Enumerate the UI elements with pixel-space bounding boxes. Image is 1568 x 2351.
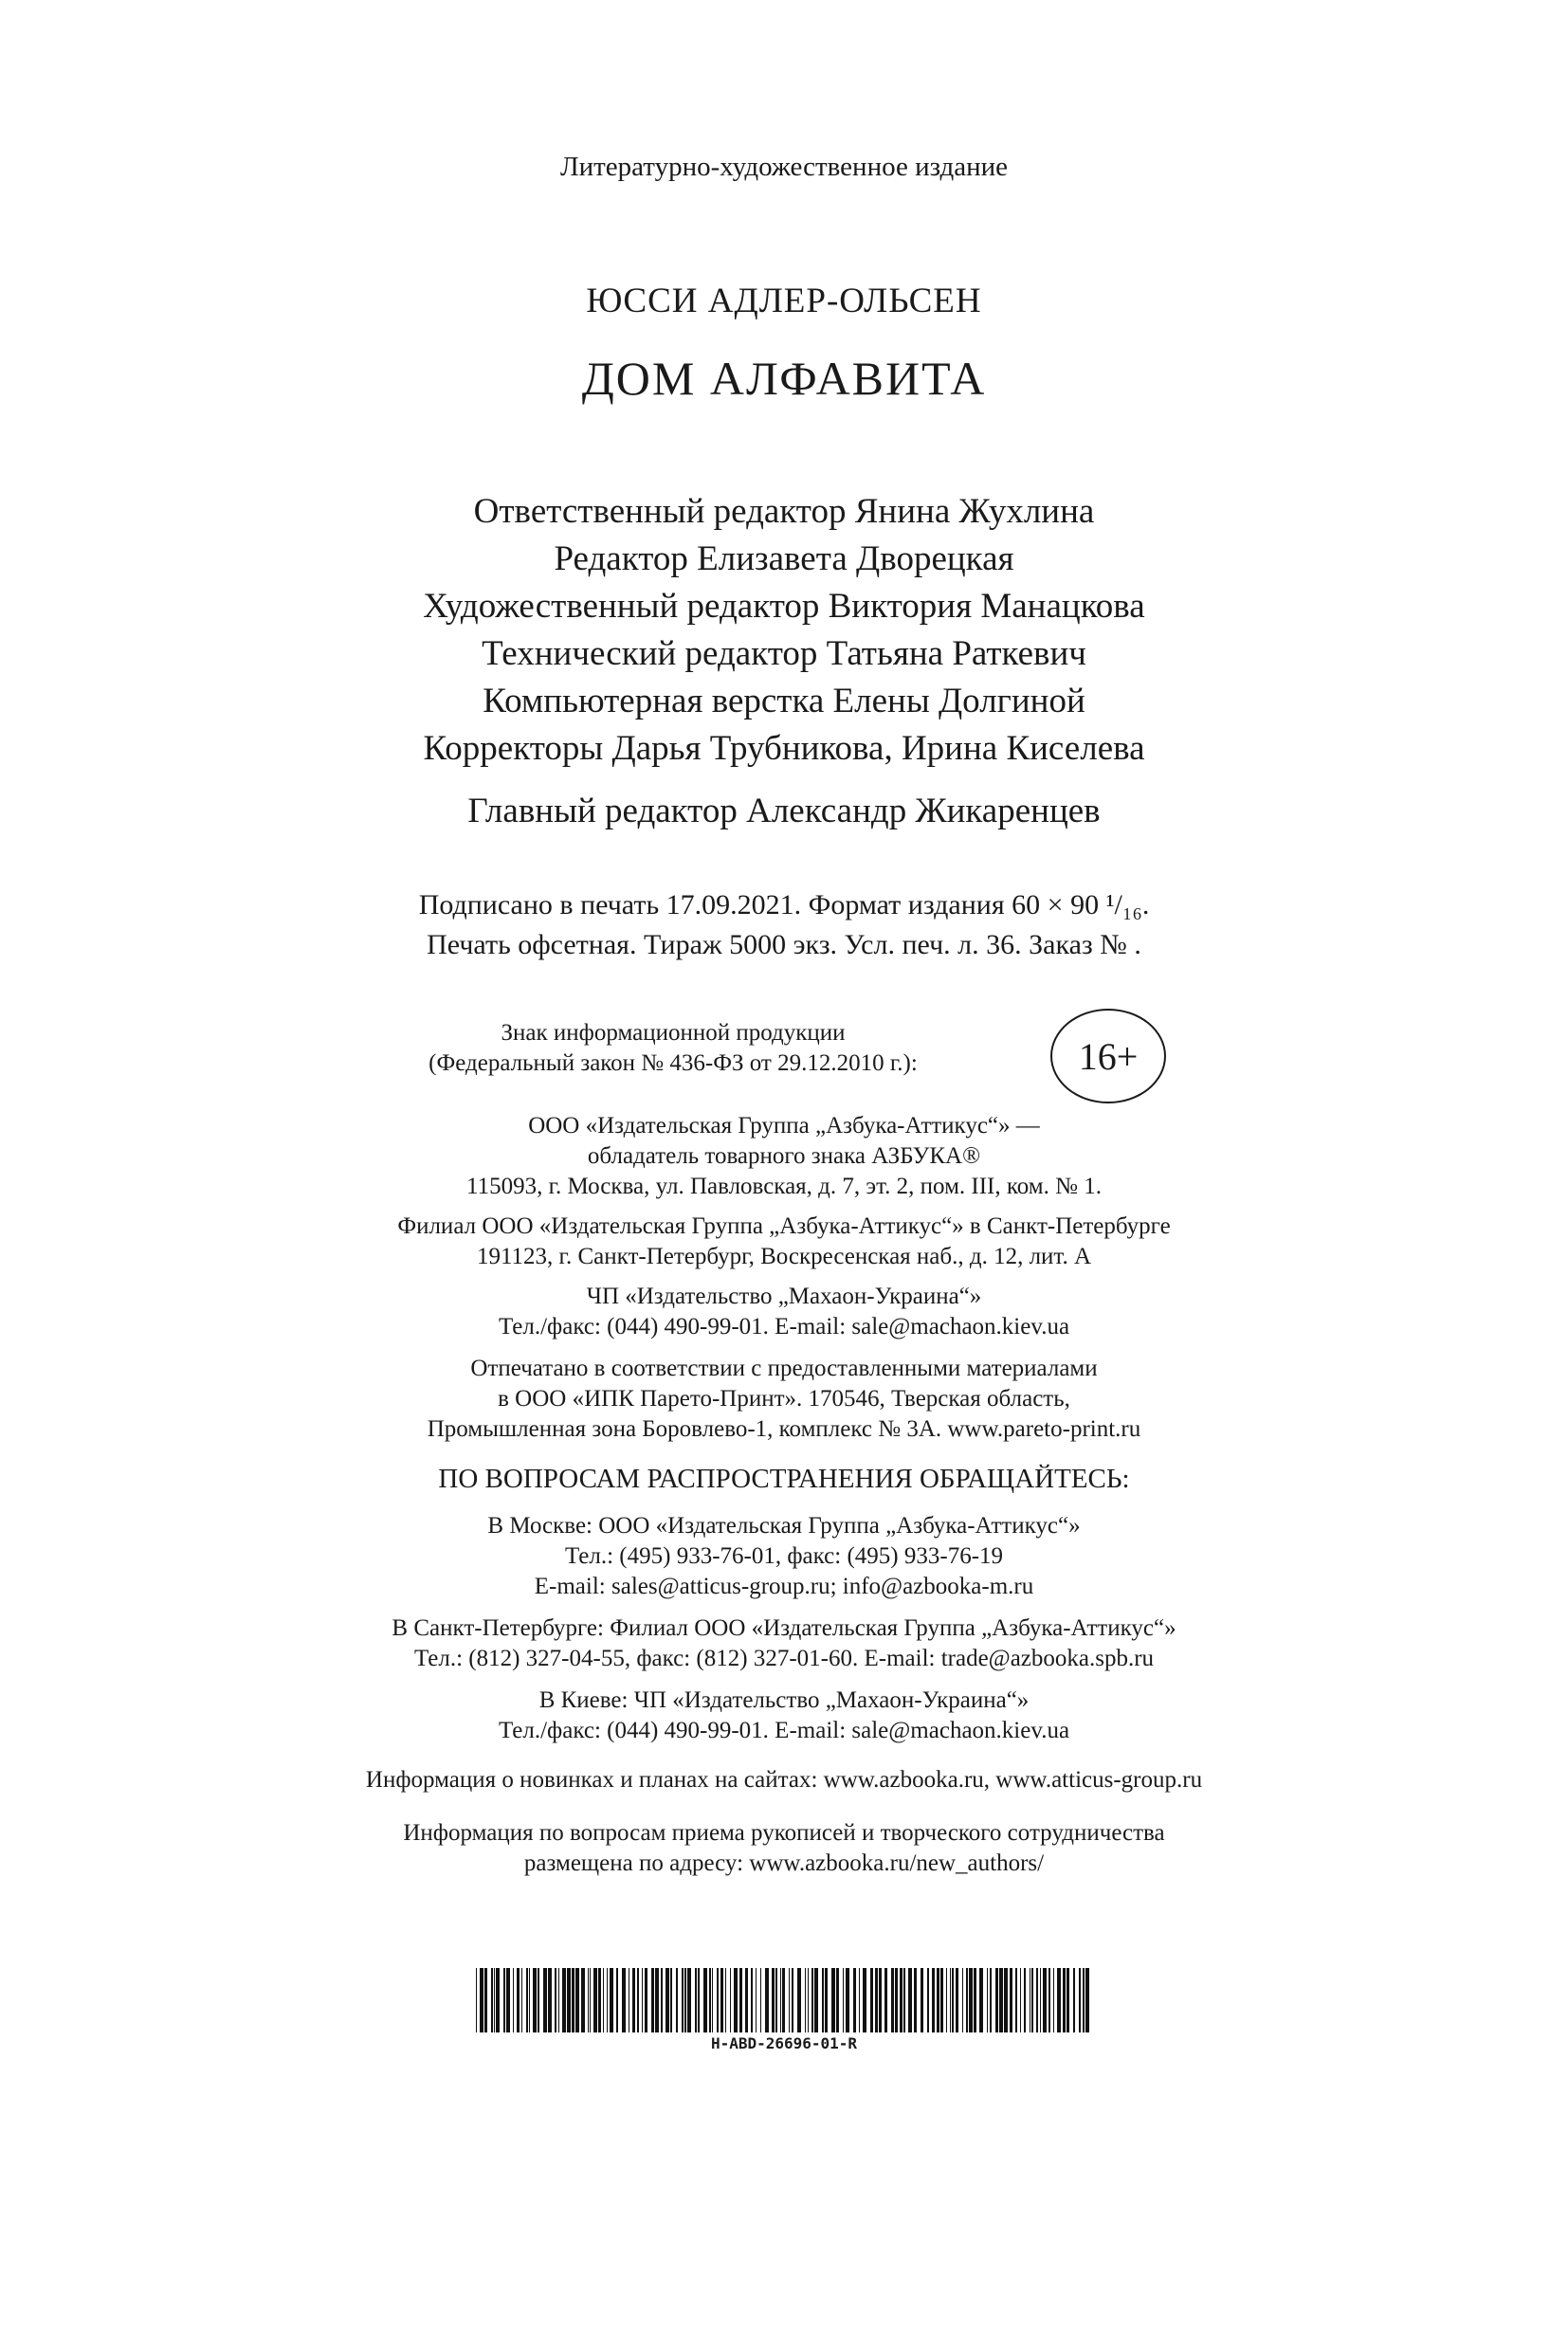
- barcode-bar: [775, 1968, 777, 2032]
- barcode-bar: [725, 1968, 726, 2032]
- barcode-bar: [555, 1968, 556, 2032]
- manuscript-info-line: Информация по вопросам приема рукописей и творческого сотрудничества: [403, 1820, 1165, 1846]
- site-info: Информация о новинках и планах на сайтах: www.azbooka.ru, www.atticus-group.ru: [365, 1767, 1203, 1793]
- barcode-bar: [1040, 1968, 1041, 2032]
- barcode-bar: [655, 1968, 659, 2032]
- barcode-bar: [590, 1968, 591, 2032]
- credit-line: Ответственный редактор Янина Жухлина: [473, 492, 1095, 531]
- barcode-bar: [665, 1968, 669, 2032]
- barcode-bar: [751, 1968, 753, 2032]
- barcode-bar: [805, 1968, 806, 2032]
- barcode: [474, 1968, 1094, 2063]
- age-rating-label-line: Знак информационной продукции: [501, 1020, 846, 1046]
- barcode-bar: [756, 1968, 757, 2032]
- chief-editor: Главный редактор Александр Жикаренцев: [467, 792, 1101, 830]
- barcode-bar: [496, 1968, 500, 2032]
- barcode-bar: [730, 1968, 731, 2032]
- barcode-bar: [937, 1968, 939, 2032]
- barcode-bar: [593, 1968, 597, 2032]
- barcode-bar: [1031, 1968, 1033, 2032]
- barcode-bar: [782, 1968, 785, 2032]
- barcode-bar: [825, 1968, 828, 2032]
- print-info-line: Подписано в печать 17.09.2021. Формат издания 60 × 90 ¹/₁₆.: [418, 889, 1150, 920]
- distribution-line: В Киеве: ЧП «Издательство „Махаон-Украина“»: [538, 1687, 1030, 1713]
- barcode-bar: [598, 1968, 601, 2032]
- barcode-bar: [921, 1968, 923, 2032]
- publisher-line: обладатель товарного знака АЗБУКА®: [587, 1143, 981, 1169]
- publisher-line: Филиал ООО «Издательская Группа „Азбука-Аттикус“» в Санкт-Петербурге: [397, 1213, 1171, 1239]
- barcode-bar: [891, 1968, 894, 2032]
- barcode-bar: [1063, 1968, 1066, 2032]
- print-info-line: Печать офсетная. Тираж 5000 экз. Усл. печ. л. 36. Заказ № .: [427, 929, 1141, 960]
- barcode-bar: [642, 1968, 643, 2032]
- publisher-line: ЧП «Издательство „Махаон-Украина“»: [586, 1284, 982, 1309]
- barcode-bar: [610, 1968, 613, 2032]
- barcode-bar: [562, 1968, 566, 2032]
- book-title: ДОМ АЛФАВИТА: [581, 352, 987, 405]
- barcode-bar: [506, 1968, 510, 2032]
- barcode-bar: [622, 1968, 626, 2032]
- age-rating-label-line: (Федеральный закон № 436-ФЗ от 29.12.2010 г.):: [428, 1050, 918, 1076]
- barcode-bar: [572, 1968, 574, 2032]
- distribution-line: Тел./факс: (044) 490-99-01. E-mail: sale@machaon.kiev.ua: [498, 1718, 1070, 1743]
- barcode-bar: [780, 1968, 781, 2032]
- barcode-bar: [946, 1968, 947, 2032]
- barcode-code: H-ABD-26696-01-R: [710, 2034, 858, 2052]
- barcode-bar: [927, 1968, 929, 2032]
- distribution-line: E-mail: sales@atticus-group.ru; info@azbooka-m.ru: [534, 1574, 1034, 1599]
- barcode-bar: [521, 1968, 522, 2032]
- barcode-bar: [1073, 1968, 1075, 2032]
- barcode-bar: [979, 1968, 983, 2032]
- barcode-bar: [548, 1968, 552, 2032]
- credit-line: Художественный редактор Виктория Манацкова: [423, 587, 1145, 626]
- barcode-bar: [745, 1968, 748, 2032]
- barcode-bar: [567, 1968, 571, 2032]
- barcode-bar: [503, 1968, 505, 2032]
- barcode-bar: [836, 1968, 839, 2032]
- barcode-bar: [670, 1968, 672, 2032]
- barcode-bar: [558, 1968, 559, 2032]
- barcode-bar: [709, 1968, 711, 2032]
- barcode-bar: [760, 1968, 761, 2032]
- barcode-bar: [875, 1968, 878, 2032]
- barcode-bar: [811, 1968, 813, 2032]
- barcode-bar: [914, 1968, 917, 2032]
- barcode-bar: [717, 1968, 719, 2032]
- barcode-bar: [581, 1968, 585, 2032]
- barcode-bar: [698, 1968, 700, 2032]
- barcode-bar: [974, 1968, 976, 2032]
- barcode-bar: [853, 1968, 856, 2032]
- barcode-bar: [940, 1968, 943, 2032]
- barcode-bar: [588, 1968, 589, 2032]
- barcode-bar: [1024, 1968, 1026, 2032]
- edition-type: Литературно-художественное издание: [559, 152, 1009, 182]
- barcode-bar: [884, 1968, 887, 2032]
- printer-line: Промышленная зона Боровлево-1, комплекс № 3А. www.pareto-print.ru: [427, 1416, 1141, 1442]
- barcode-bar: [607, 1968, 608, 2032]
- credit-line: Технический редактор Татьяна Раткевич: [482, 634, 1086, 673]
- barcode-bar: [1020, 1968, 1021, 2032]
- distribution-line: Тел.: (495) 933-76-01, факс: (495) 933-76-19: [564, 1543, 1004, 1569]
- barcode-bar: [575, 1968, 579, 2032]
- barcode-bar: [879, 1968, 882, 2032]
- barcode-bar: [682, 1968, 684, 2032]
- barcode-bar: [797, 1968, 801, 2032]
- barcode-bar: [651, 1968, 654, 2032]
- barcode-bar: [632, 1968, 635, 2032]
- barcode-bar: [494, 1968, 495, 2032]
- barcode-bar: [772, 1968, 775, 2032]
- barcode-bar: [684, 1968, 686, 2032]
- barcode-bar: [1057, 1968, 1061, 2032]
- age-rating-badge: 16+: [1050, 1009, 1166, 1103]
- barcode-bar: [962, 1968, 963, 2032]
- barcode-bar: [616, 1968, 618, 2032]
- barcode-bar: [1043, 1968, 1047, 2032]
- barcode-bar: [695, 1968, 697, 2032]
- printer-line: в ООО «ИПК Парето-Принт». 170546, Тверская область,: [498, 1386, 1070, 1412]
- barcode-bar: [661, 1968, 663, 2032]
- barcode-bar: [966, 1968, 968, 2032]
- barcode-bar: [895, 1968, 898, 2032]
- barcode-bar: [1083, 1968, 1085, 2032]
- book-author: ЮССИ АДЛЕР-ОЛЬСЕН: [586, 282, 982, 320]
- credit-line: Корректоры Дарья Трубникова, Ирина Киселева: [423, 729, 1145, 768]
- credit-line: Компьютерная верстка Елены Долгиной: [483, 682, 1085, 720]
- barcode-bar: [1053, 1968, 1054, 2032]
- barcode-bar: [1004, 1968, 1008, 2032]
- barcode-bar: [476, 1968, 477, 2032]
- barcode-bar: [637, 1968, 639, 2032]
- barcode-bar: [789, 1968, 790, 2032]
- distribution-line: Тел.: (812) 327-04-55, факс: (812) 327-01-60. E-mail: trade@azbooka.spb.ru: [413, 1646, 1155, 1671]
- barcode-bar: [987, 1968, 988, 2032]
- barcode-bar: [1067, 1968, 1069, 2032]
- barcode-bar: [1010, 1968, 1012, 2032]
- barcode-bar: [990, 1968, 992, 2032]
- barcode-bar: [603, 1968, 604, 2032]
- barcode-bar: [846, 1968, 849, 2032]
- barcode-bar: [995, 1968, 998, 2032]
- barcode-bar: [533, 1968, 537, 2032]
- barcode-bar: [859, 1968, 860, 2032]
- barcode-bar: [491, 1968, 493, 2032]
- publisher-line: 115093, г. Москва, ул. Павловская, д. 7, эт. 2, пом. III, ком. № 1.: [466, 1174, 1102, 1199]
- barcode-bar: [720, 1968, 723, 2032]
- barcode-bar: [538, 1968, 539, 2032]
- barcode-bar: [956, 1968, 958, 2032]
- barcode-bar: [712, 1968, 713, 2032]
- manuscript-info-line: размещена по адресу: www.azbooka.ru/new_authors/: [523, 1850, 1045, 1876]
- barcode-bar: [513, 1968, 514, 2032]
- barcode-bar: [999, 1968, 1003, 2032]
- barcode-bar: [687, 1968, 691, 2032]
- barcode-bar: [1036, 1968, 1038, 2032]
- barcode-bar: [932, 1968, 935, 2032]
- barcode-bar: [903, 1968, 905, 2032]
- barcode-bar: [843, 1968, 844, 2032]
- printer-line: Отпечатано в соответствии с предоставленными материалами: [470, 1356, 1098, 1381]
- age-rating-label: [332, 1018, 1014, 1079]
- barcode-bar: [870, 1968, 873, 2032]
- distribution-line: В Санкт-Петербурге: Филиал ООО «Издательская Группа „Азбука-Аттикус“»: [392, 1615, 1176, 1641]
- barcode-bar: [543, 1968, 547, 2032]
- barcode-bar: [900, 1968, 903, 2032]
- barcode-bar: [908, 1968, 912, 2032]
- barcode-bar: [529, 1968, 530, 2032]
- barcode-bar: [1079, 1968, 1081, 2032]
- publisher-line: 191123, г. Санкт-Петербург, Воскресенская наб., д. 12, лит. А: [476, 1244, 1092, 1269]
- barcode-bar: [814, 1968, 818, 2032]
- distribution-heading: ПО ВОПРОСАМ РАСПРОСТРАНЕНИЯ ОБРАЩАЙТЕСЬ:: [438, 1464, 1130, 1494]
- publisher-line: ООО «Издательская Группа „Азбука-Аттикус“» —: [528, 1113, 1040, 1139]
- barcode-bar: [703, 1968, 707, 2032]
- barcode-bar: [831, 1968, 835, 2032]
- barcode-bar: [969, 1968, 973, 2032]
- barcode-bar: [739, 1968, 742, 2032]
- barcode-bar: [676, 1968, 678, 2032]
- barcode-bar: [526, 1968, 528, 2032]
- barcode-bar: [808, 1968, 809, 2032]
- barcode-bar: [952, 1968, 954, 2032]
- barcode-bars: [474, 1968, 1094, 2032]
- credit-line: Редактор Елизавета Дворецкая: [554, 539, 1014, 578]
- barcode-bar: [950, 1968, 951, 2032]
- barcode-bar: [734, 1968, 738, 2032]
- distribution-line: В Москве: ООО «Издательская Группа „Азбука-Аттикус“»: [487, 1513, 1081, 1539]
- barcode-bar: [765, 1968, 769, 2032]
- barcode-bar: [480, 1968, 483, 2032]
- publisher-line: Тел./факс: (044) 490-99-01. E-mail: sale@machaon.kiev.ua: [498, 1314, 1070, 1340]
- barcode-bar: [1048, 1968, 1050, 2032]
- barcode-bar: [645, 1968, 647, 2032]
- barcode-bar: [1015, 1968, 1017, 2032]
- barcode-bar: [822, 1968, 824, 2032]
- barcode-bar: [517, 1968, 520, 2032]
- barcode-bar: [863, 1968, 866, 2032]
- barcode-bar: [484, 1968, 487, 2032]
- barcode-bar: [792, 1968, 793, 2032]
- age-rating-block: [0, 1005, 1568, 1100]
- barcode-bar: [1085, 1968, 1089, 2032]
